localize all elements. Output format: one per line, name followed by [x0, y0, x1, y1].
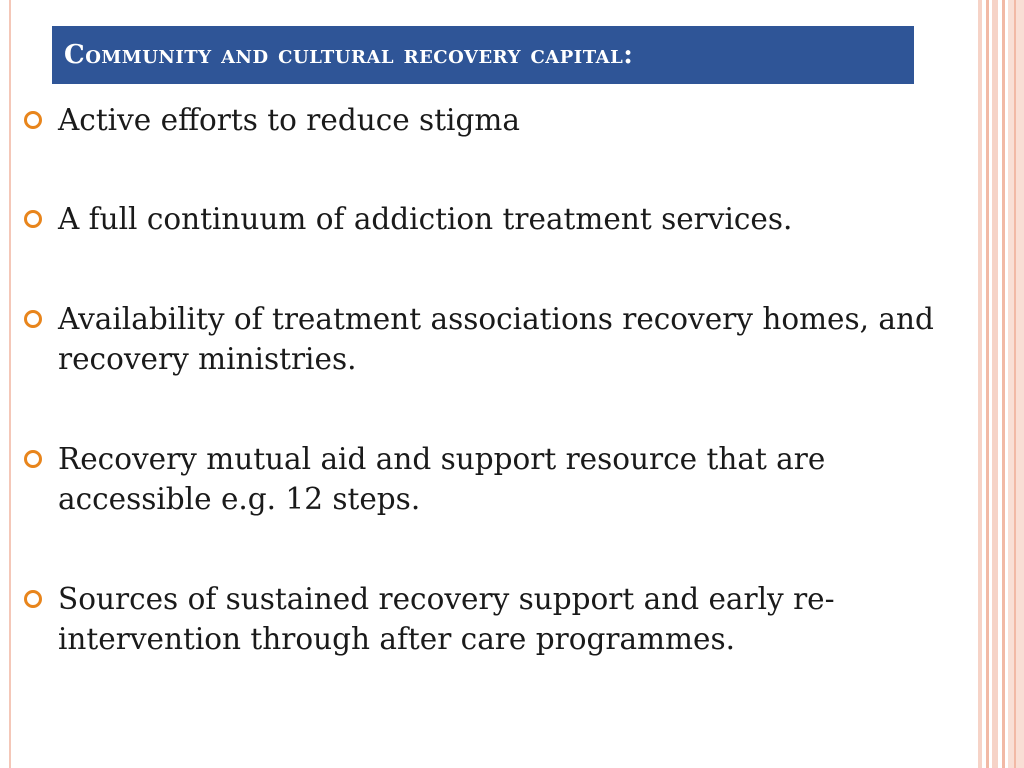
bullet-item — [24, 579, 964, 659]
right-decorative-stripes — [978, 0, 1024, 768]
circle-bullet-icon — [24, 450, 42, 468]
slide-title: Community and cultural recovery capital: — [64, 40, 634, 70]
bullet-item — [24, 439, 964, 519]
bullet-text: Active efforts to reduce stigma — [58, 103, 520, 137]
stripe — [978, 0, 982, 768]
title-bar — [52, 26, 914, 84]
circle-bullet-icon — [24, 111, 42, 129]
bullet-item — [24, 199, 792, 239]
bullet-item — [24, 100, 520, 140]
stripe — [992, 0, 998, 768]
stripe — [1014, 0, 1016, 768]
bullet-item — [24, 299, 964, 379]
circle-bullet-icon — [24, 210, 42, 228]
stripe — [1008, 0, 1024, 768]
circle-bullet-icon — [24, 590, 42, 608]
bullet-text: Recovery mutual aid and support resource that are accessible e.g. 12 steps. — [58, 442, 826, 516]
circle-bullet-icon — [24, 310, 42, 328]
left-decorative-border — [9, 0, 11, 768]
stripe — [1002, 0, 1005, 768]
bullet-text: A full continuum of addiction treatment services. — [58, 202, 793, 236]
bullet-text: Availability of treatment associations recovery homes, and recovery ministries. — [58, 302, 934, 376]
stripe — [986, 0, 989, 768]
bullet-text: Sources of sustained recovery support and early re-intervention through after care programmes. — [58, 582, 835, 656]
